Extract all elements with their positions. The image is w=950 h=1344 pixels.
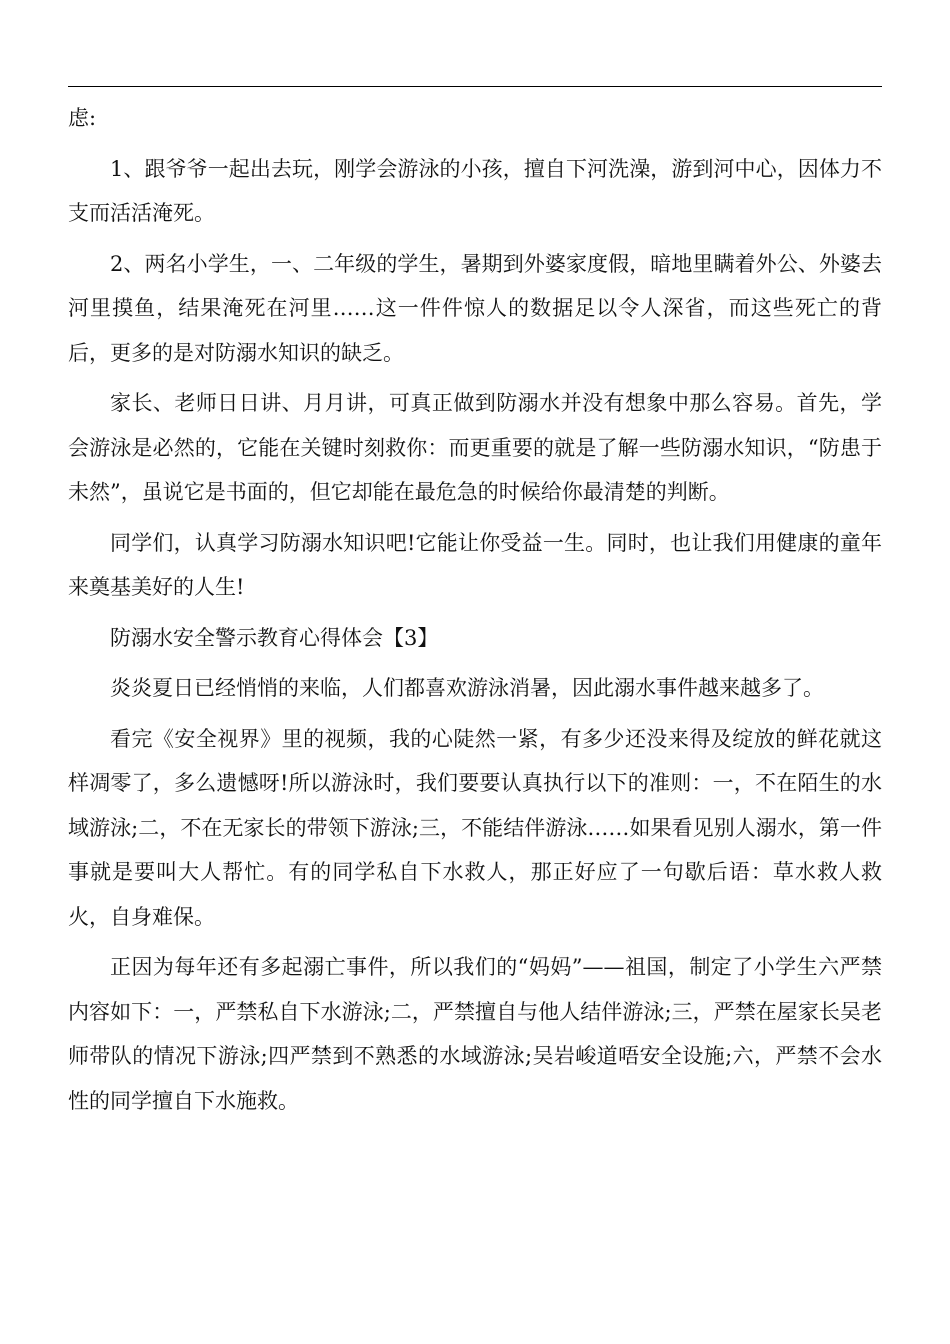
paragraph-safety-video: 看完《安全视界》里的视频，我的心陡然一紧，有多少还没来得及绽放的鲜花就这样凋零了，多么遗憾呀!所以游泳时，我们要要认真执行以下的准则：一，不在陌生的水域游泳;二，不在无家长的带领下游泳;三，不能结伴游泳……如果看见别人溺水，第一件事就是要叫大人帮忙。有的同学私自下水救人，那正好应了一句歇后语：草水救人救火，自身难保。: [68, 726, 882, 929]
paragraph-summer: 炎炎夏日已经悄悄的来临，人们都喜欢游泳消暑，因此溺水事件越来越多了。: [110, 676, 824, 700]
paragraph-students-appeal: 同学们，认真学习防溺水知识吧!它能让你受益一生。同时，也让我们用健康的童年来奠基美好的人生!: [68, 530, 882, 599]
header-rule: [68, 86, 882, 87]
paragraph-case-1: 1、跟爷爷一起出去玩，刚学会游泳的小孩，擅自下河洗澡，游到河中心，因体力不支而活活淹死。: [68, 156, 882, 225]
section-heading: 防溺水安全警示教育心得体会【3】: [110, 625, 439, 650]
paragraph-case-2: 2、两名小学生，一、二年级的学生，暑期到外婆家度假，暗地里瞒着外公、外婆去河里摸鱼，结果淹死在河里……这一件件惊人的数据足以令人深省，而这些死亡的背后，更多的是对防溺水知识的缺乏。: [68, 251, 882, 365]
document-body: [68, 96, 882, 1129]
paragraph-six-prohibitions: 正因为每年还有多起溺亡事件，所以我们的“妈妈”——祖国，制定了小学生六严禁内容如下：一，严禁私自下水游泳;二，严禁擅自与他人结伴游泳;三，严禁在屋家长吴老师带队的情况下游泳;四严禁到不熟悉的水域游泳;吴岩峻道唔安全设施;六，严禁不会水性的同学擅自下水施救。: [68, 955, 882, 1113]
paragraph-continuation: 虑:: [68, 106, 97, 130]
paragraph-parents-teachers: 家长、老师日日讲、月月讲，可真正做到防溺水并没有想象中那么容易。首先，学会游泳是必然的，它能在关键时刻救你：而更重要的就是了解一些防溺水知识，“防患于未然”，虽说它是书面的，但它却能在最危急的时候给你最清楚的判断。: [68, 391, 882, 504]
